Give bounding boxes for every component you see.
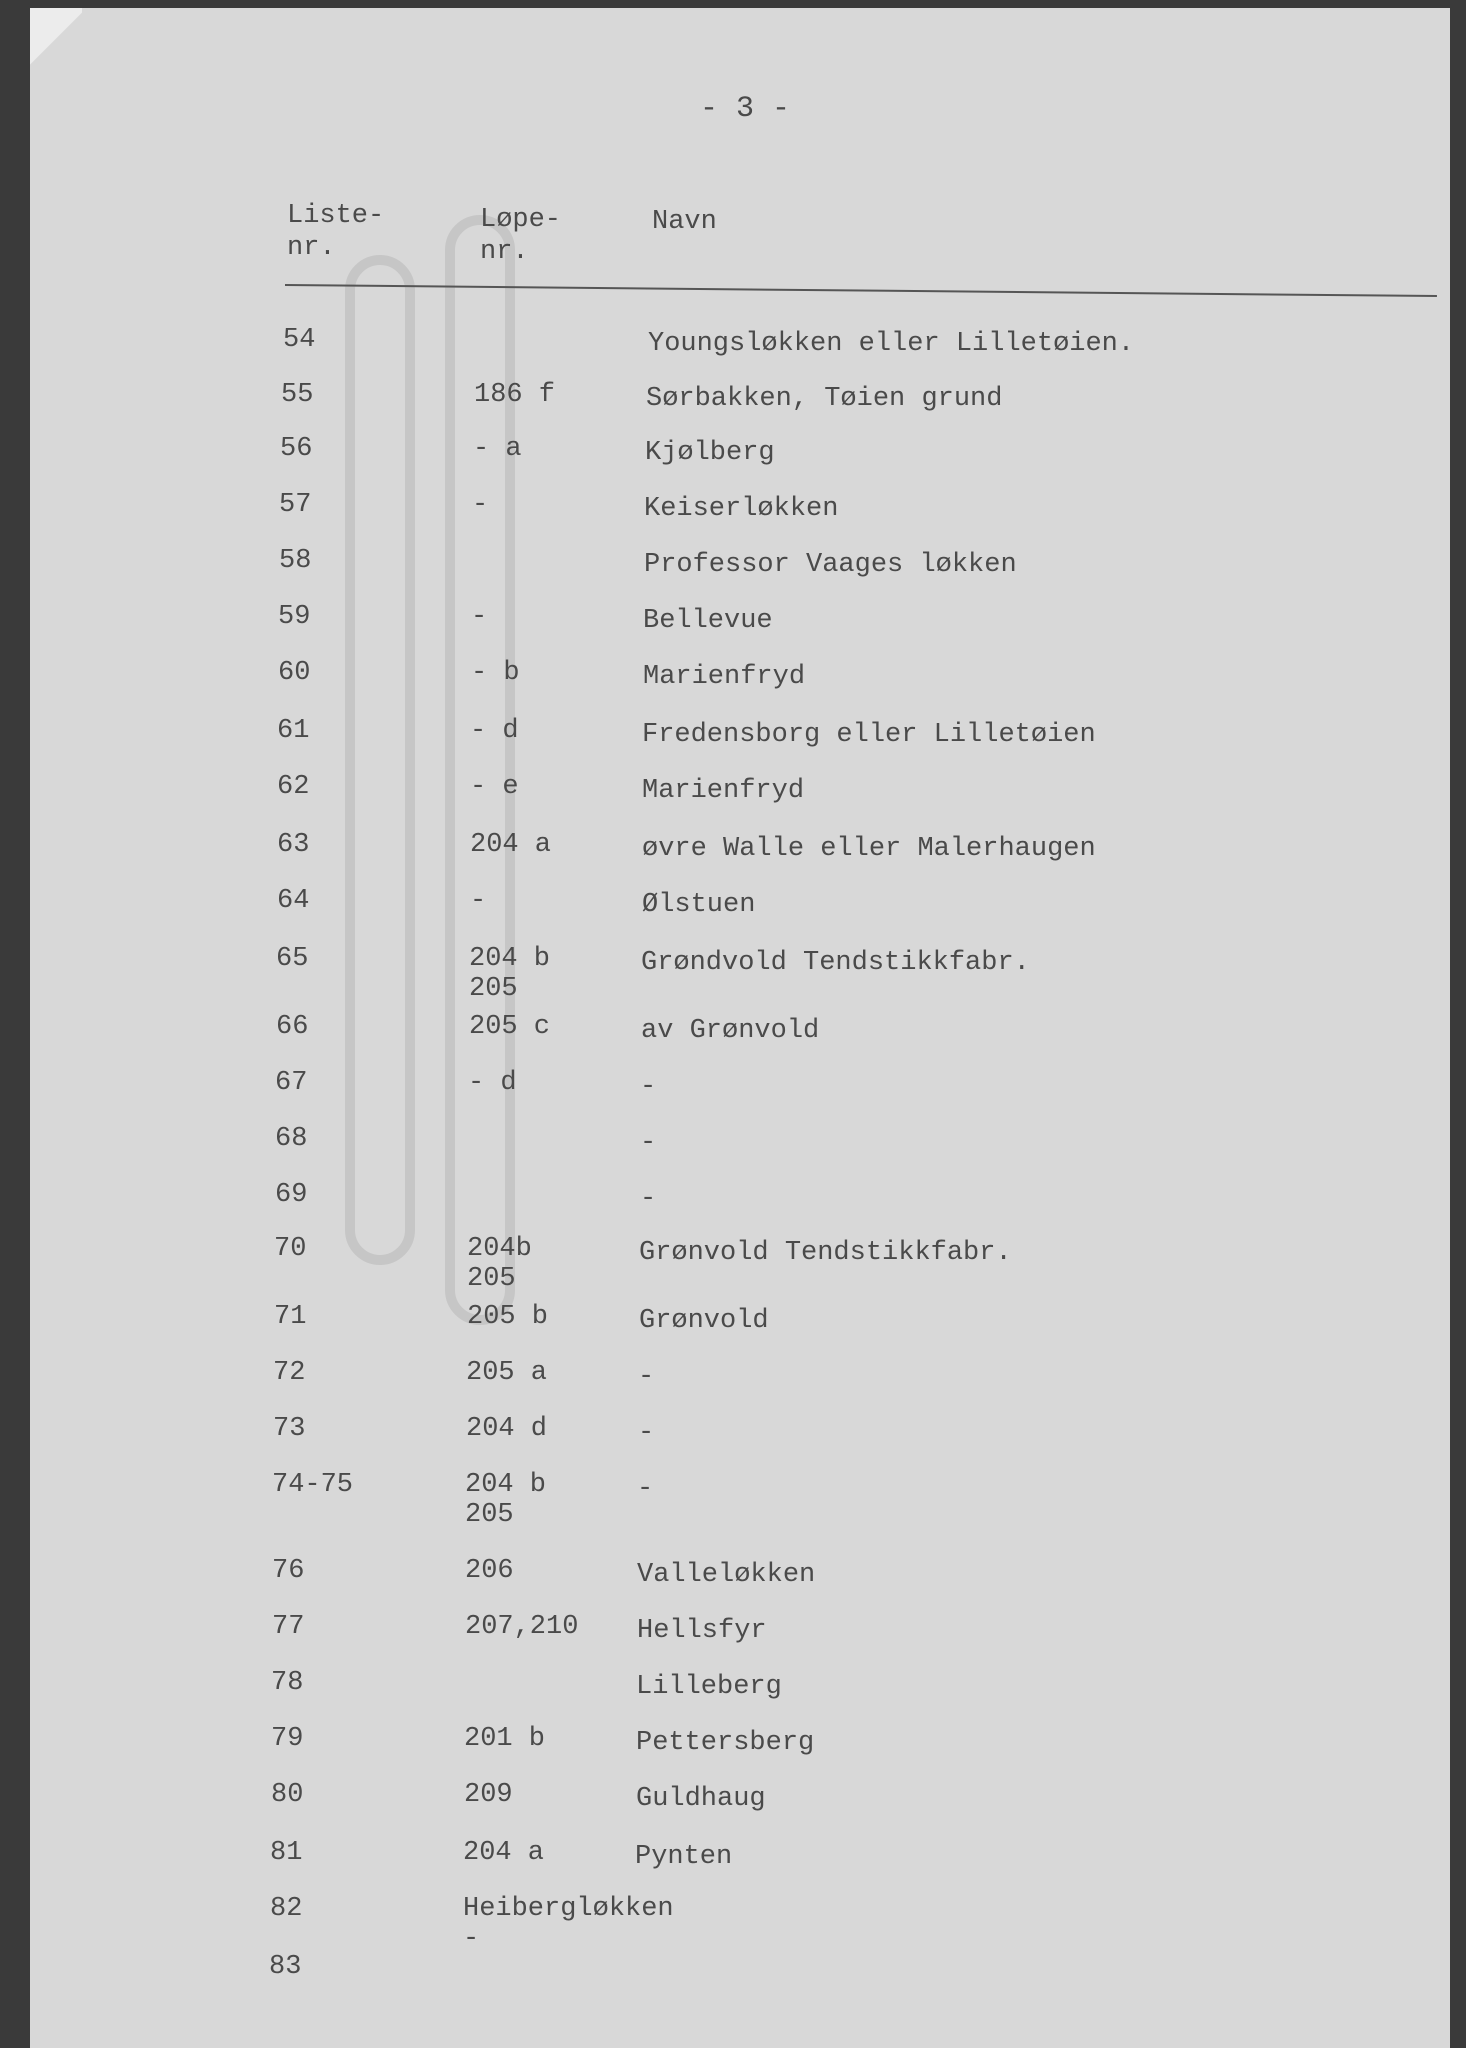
lope-nr-cell: 204 b 205 — [465, 1470, 547, 1530]
table-row — [0, 1556, 1466, 1616]
navn-cell: Marienfryd — [643, 662, 806, 692]
navn-cell: - — [638, 1418, 655, 1448]
navn-cell: Fredensborg eller Lilletøien — [642, 720, 1096, 750]
navn-cell: Professor Vaages løkken — [644, 550, 1017, 580]
liste-nr-cell: 61 — [277, 716, 310, 746]
table-row — [0, 1668, 1466, 1728]
lope-nr-cell: 206 — [465, 1556, 514, 1586]
navn-cell: - — [638, 1362, 655, 1392]
table-row — [0, 602, 1466, 662]
navn-cell: - — [640, 1128, 657, 1158]
liste-nr-cell: 67 — [275, 1068, 308, 1098]
table-row — [0, 772, 1466, 832]
table-row — [0, 325, 1466, 385]
liste-nr-cell: 73 — [273, 1414, 306, 1444]
liste-nr-cell: 71 — [274, 1302, 307, 1332]
lope-nr-cell: 204 a — [470, 830, 552, 860]
header-liste-nr: Liste- nr. — [287, 201, 385, 263]
liste-nr-cell: 60 — [278, 658, 311, 688]
table-row — [0, 886, 1466, 946]
liste-nr-cell: 70 — [274, 1234, 307, 1264]
liste-nr-cell: 78 — [271, 1668, 304, 1698]
table-row — [0, 1612, 1466, 1672]
lope-nr-cell: - — [472, 490, 489, 520]
lope-nr-cell: 209 — [464, 1780, 513, 1810]
liste-nr-cell: 76 — [272, 1556, 305, 1586]
navn-cell: Youngsløkken eller Lilletøien. — [648, 329, 1135, 359]
table-row — [0, 658, 1466, 718]
table-row — [0, 830, 1466, 890]
liste-nr-cell: 77 — [272, 1612, 305, 1642]
navn-cell: Grønvold Tendstikkfabr. — [639, 1238, 1012, 1268]
table-row — [0, 944, 1466, 1004]
table-row — [0, 1124, 1466, 1184]
lope-nr-cell: Heibergløkken - — [463, 1894, 674, 1954]
lope-nr-cell: 204 d — [466, 1414, 548, 1444]
lope-nr-cell: 205 a — [466, 1358, 548, 1388]
table-row — [0, 380, 1466, 440]
navn-cell: Pynten — [635, 1842, 733, 1872]
lope-nr-cell: - b — [471, 658, 520, 688]
navn-cell: Kjølberg — [645, 438, 775, 468]
lope-nr-cell: - — [470, 886, 487, 916]
lope-nr-cell: 204 a — [463, 1838, 545, 1868]
table-row — [0, 1414, 1466, 1474]
table-row — [0, 490, 1466, 550]
lope-nr-cell: 204 b 205 — [469, 944, 551, 1004]
lope-nr-cell: 205 b — [467, 1302, 549, 1332]
navn-cell: Sørbakken, Tøien grund — [646, 384, 1003, 414]
table-row — [0, 1012, 1466, 1072]
navn-cell: - — [637, 1474, 654, 1504]
navn-cell: Valleløkken — [637, 1560, 816, 1590]
navn-cell: - — [640, 1184, 657, 1214]
lope-nr-cell: 204b 205 — [467, 1234, 532, 1294]
liste-nr-cell: 82 — [270, 1894, 303, 1924]
table-row — [0, 434, 1466, 494]
navn-cell: Ølstuen — [642, 890, 756, 920]
navn-cell: øvre Walle eller Malerhaugen — [642, 834, 1096, 864]
table-row — [0, 1470, 1466, 1530]
navn-cell: Hellsfyr — [637, 1616, 767, 1646]
table-row — [0, 1358, 1466, 1418]
table-row — [0, 546, 1466, 606]
page-number: - 3 - — [700, 92, 791, 126]
liste-nr-cell: 81 — [270, 1838, 303, 1868]
navn-cell: Grøndvold Tendstikkfabr. — [641, 948, 1030, 978]
liste-nr-cell: 57 — [279, 490, 312, 520]
table-row — [0, 1302, 1466, 1362]
table-row — [0, 1952, 1466, 2012]
liste-nr-cell: 79 — [271, 1724, 304, 1754]
navn-cell: Bellevue — [643, 606, 773, 636]
liste-nr-cell: 74-75 — [272, 1470, 354, 1500]
table-row — [0, 1180, 1466, 1240]
liste-nr-cell: 83 — [269, 1952, 302, 1982]
navn-cell: Pettersberg — [636, 1728, 815, 1758]
navn-cell: av Grønvold — [641, 1016, 820, 1046]
liste-nr-cell: 64 — [277, 886, 310, 916]
liste-nr-cell: 68 — [275, 1124, 308, 1154]
liste-nr-cell: 55 — [281, 380, 314, 410]
liste-nr-cell: 54 — [283, 325, 316, 355]
table-row — [0, 716, 1466, 776]
liste-nr-cell: 69 — [275, 1180, 308, 1210]
navn-cell: Marienfryd — [642, 776, 805, 806]
table-row — [0, 1780, 1466, 1840]
lope-nr-cell: 207,210 — [465, 1612, 579, 1642]
liste-nr-cell: 65 — [276, 944, 309, 974]
liste-nr-cell: 62 — [277, 772, 310, 802]
table-row — [0, 1838, 1466, 1898]
liste-nr-cell: 58 — [279, 546, 312, 576]
liste-nr-cell: 66 — [276, 1012, 309, 1042]
navn-cell: - — [640, 1072, 657, 1102]
navn-cell: Guldhaug — [636, 1784, 766, 1814]
lope-nr-cell: - d — [470, 716, 519, 746]
lope-nr-cell: - — [471, 602, 488, 632]
header-lope-nr: Løpe- nr. — [480, 205, 562, 267]
torn-corner — [30, 8, 82, 68]
lope-nr-cell: - a — [473, 434, 522, 464]
table-row — [0, 1234, 1466, 1294]
liste-nr-cell: 72 — [273, 1358, 306, 1388]
navn-cell: Grønvold — [639, 1306, 769, 1336]
liste-nr-cell: 63 — [277, 830, 310, 860]
header-navn: Navn — [652, 207, 717, 237]
lope-nr-cell: - d — [468, 1068, 517, 1098]
liste-nr-cell: 59 — [278, 602, 311, 632]
lope-nr-cell: 201 b — [464, 1724, 546, 1754]
liste-nr-cell: 56 — [280, 434, 313, 464]
navn-cell: Keiserløkken — [644, 494, 839, 524]
table-row — [0, 1068, 1466, 1128]
navn-cell: Lilleberg — [636, 1672, 782, 1702]
liste-nr-cell: 80 — [271, 1780, 304, 1810]
table-row — [0, 1894, 1466, 1954]
lope-nr-cell: 186 f — [474, 380, 556, 410]
table-row — [0, 1724, 1466, 1784]
lope-nr-cell: - e — [470, 772, 519, 802]
lope-nr-cell: 205 c — [469, 1012, 551, 1042]
